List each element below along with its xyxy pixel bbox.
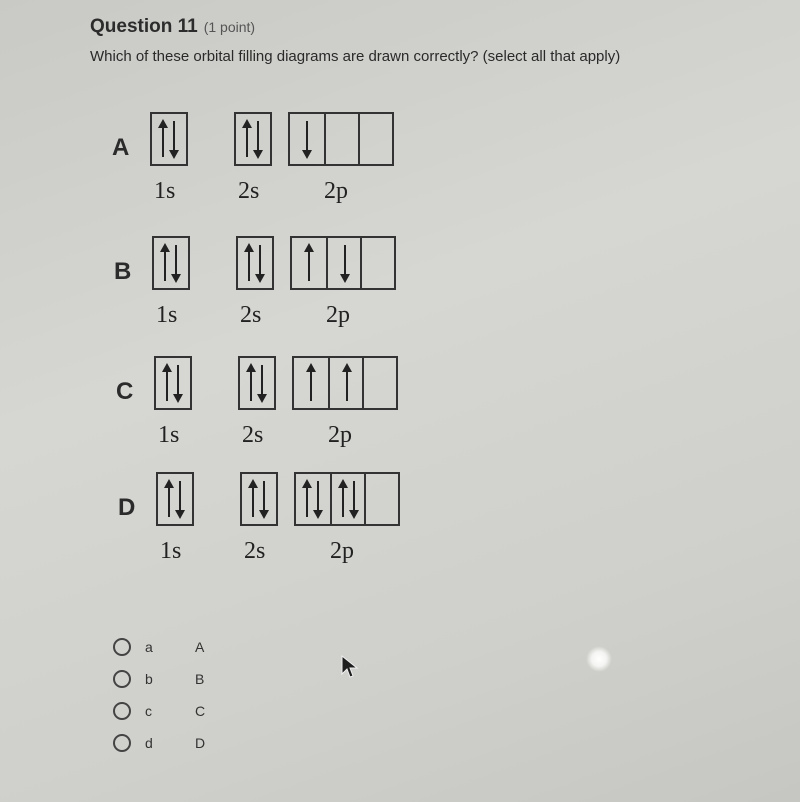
radio-button-icon[interactable] [113,734,131,752]
answer-options [113,636,273,764]
orbital-1s-box [152,236,190,290]
orbital-2p-box [290,236,396,290]
orbital-cell [364,474,400,524]
orbital-1s-box [150,112,188,166]
orbital-2s-box [236,236,274,290]
diagram-b [114,236,414,336]
diagram-d [118,472,418,572]
arrow-up-icon [306,481,308,517]
label-2s: 2s [242,422,264,448]
option-a[interactable] [113,636,273,668]
radio-button-icon[interactable] [113,670,131,688]
arrow-down-icon [179,481,181,517]
orbital-1s-box [156,472,194,526]
orbital-cell [158,474,192,524]
option-d[interactable] [113,732,273,764]
option-label: B [195,671,205,687]
orbital-cell [240,358,274,408]
orbital-2p-box [294,472,400,526]
question-header [90,16,255,38]
option-key: d [145,735,153,751]
orbital-1s-box [154,356,192,410]
orbital-cell [296,474,330,524]
arrow-up-icon [310,365,312,401]
screen-glare [586,646,612,672]
question-points: (1 point) [203,19,256,35]
arrow-down-icon [257,121,259,157]
orbital-cell [358,114,394,164]
label-2s: 2s [238,178,260,204]
orbital-cell [362,358,398,408]
question-title: Question 11 [90,16,198,37]
arrow-up-icon [168,481,170,517]
label-2p: 2p [326,302,350,328]
option-label: C [195,703,206,719]
option-label: D [195,735,206,751]
orbital-cell [152,114,186,164]
arrow-down-icon [173,121,175,157]
orbital-2s-box [240,472,278,526]
orbital-cell [290,114,324,164]
question-text: Which of these orbital filling diagrams are drawn correctly? (select all that apply) [90,48,621,65]
arrow-down-icon [353,481,355,517]
label-2p: 2p [328,422,352,448]
arrow-down-icon [263,481,265,517]
option-key: a [145,639,153,655]
label-1s: 1s [160,538,182,564]
arrow-up-icon [342,481,344,517]
label-2s: 2s [240,302,262,328]
arrow-down-icon [344,245,346,281]
diagram-letter: B [114,258,132,285]
option-c[interactable] [113,700,273,732]
arrow-down-icon [306,121,308,157]
orbital-2p-box [288,112,394,166]
orbital-2s-box [234,112,272,166]
label-1s: 1s [154,178,176,204]
arrow-down-icon [259,245,261,281]
label-1s: 1s [156,302,178,328]
arrow-up-icon [308,245,310,281]
diagram-letter: D [118,494,136,521]
arrow-up-icon [246,121,248,157]
orbital-cell [326,238,362,288]
radio-button-icon[interactable] [113,702,131,720]
orbital-cell [324,114,360,164]
orbital-cell [154,238,188,288]
orbital-cell [238,238,272,288]
diagram-a [112,112,412,212]
option-key: b [145,671,153,687]
arrow-up-icon [162,121,164,157]
arrow-up-icon [164,245,166,281]
arrow-up-icon [166,365,168,401]
option-b[interactable] [113,668,273,700]
orbital-cell [156,358,190,408]
label-2s: 2s [244,538,266,564]
arrow-up-icon [252,481,254,517]
orbital-cell [242,474,276,524]
diagram-letter: A [112,134,130,161]
orbital-cell [236,114,270,164]
arrow-down-icon [175,245,177,281]
mouse-pointer-icon [340,654,360,680]
diagram-c [116,356,416,456]
orbital-2p-box [292,356,398,410]
option-label: A [195,639,205,655]
arrow-down-icon [177,365,179,401]
radio-button-icon[interactable] [113,638,131,656]
option-key: c [145,703,152,719]
arrow-up-icon [346,365,348,401]
arrow-up-icon [250,365,252,401]
orbital-cell [360,238,396,288]
arrow-down-icon [317,481,319,517]
arrow-down-icon [261,365,263,401]
diagram-letter: C [116,378,134,405]
label-2p: 2p [330,538,354,564]
orbital-cell [294,358,328,408]
arrow-up-icon [248,245,250,281]
label-2p: 2p [324,178,348,204]
label-1s: 1s [158,422,180,448]
orbital-cell [330,474,366,524]
orbital-cell [292,238,326,288]
orbital-2s-box [238,356,276,410]
orbital-cell [328,358,364,408]
